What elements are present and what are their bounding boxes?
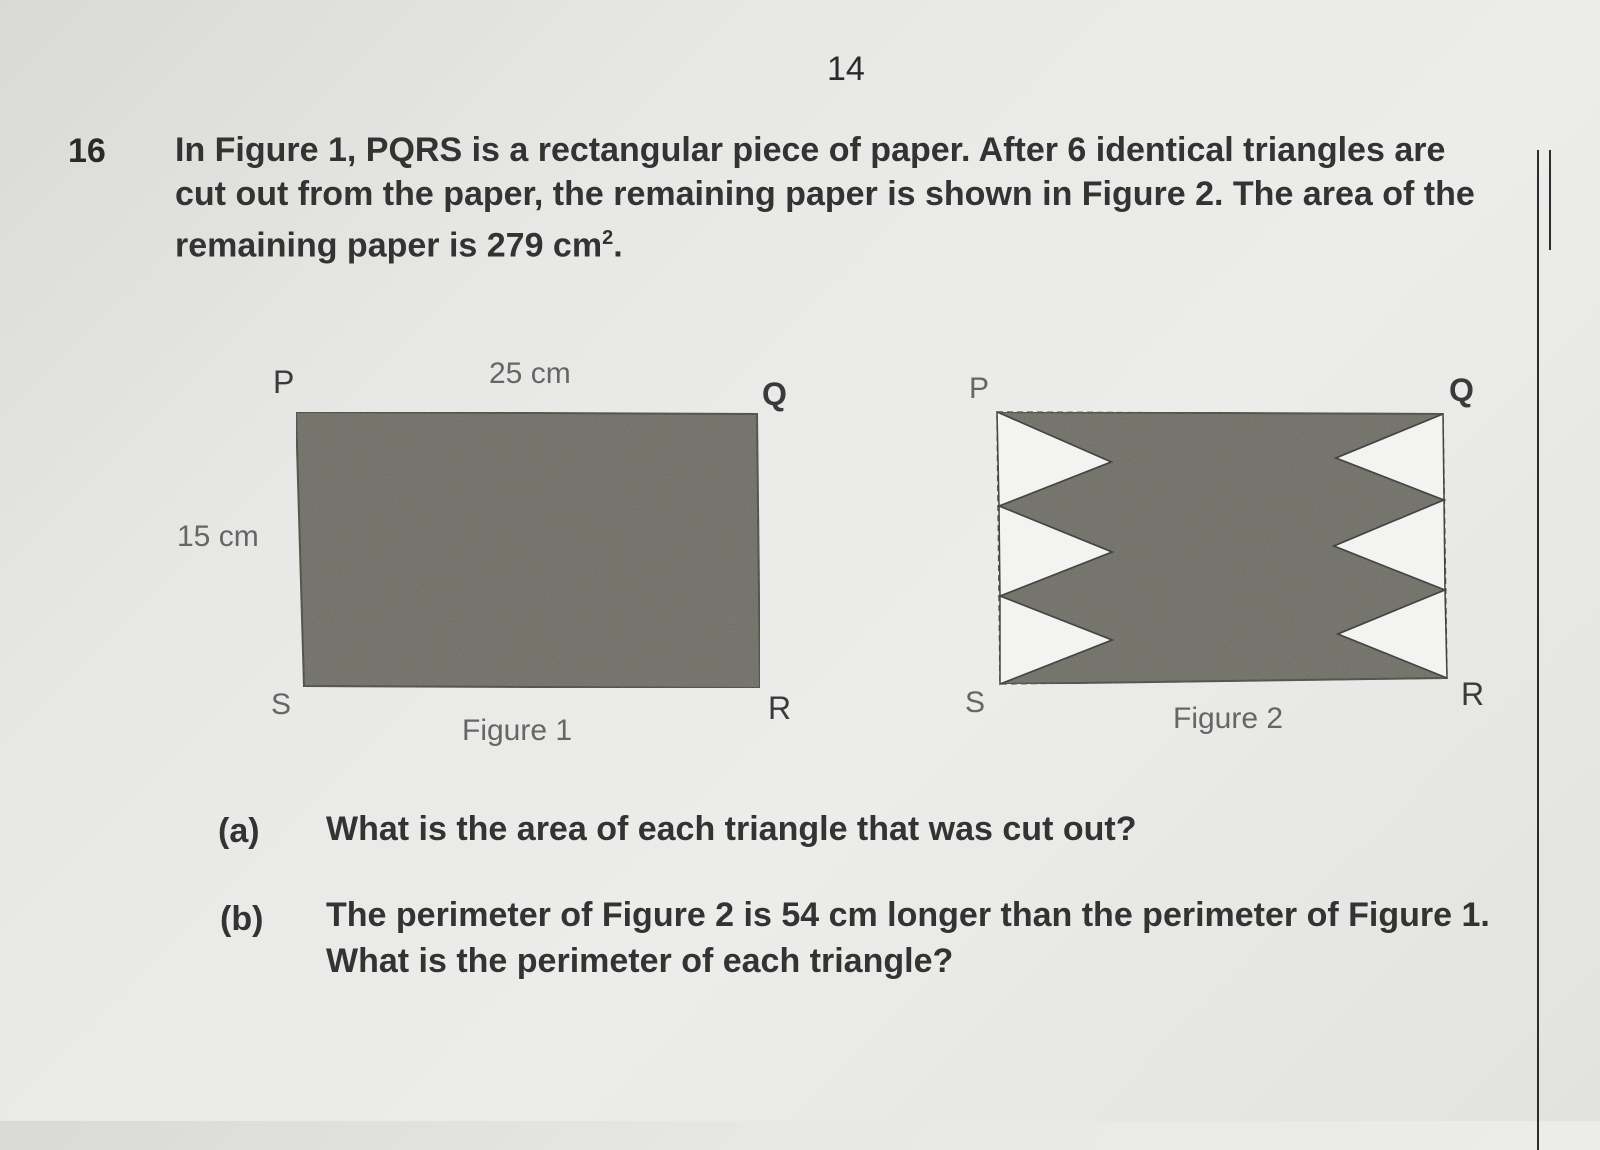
stem-line-2: cut out from the paper, the remaining paper is shown in Figure 2. The area of the	[175, 175, 1475, 213]
stem-line-1: In Figure 1, PQRS is a rectangular piece of paper. After 6 identical triangles are	[175, 131, 1446, 169]
figure2-vertex-q: Q	[1449, 372, 1474, 408]
page-number: 14	[827, 50, 865, 88]
figure1-side-length: 15 cm	[177, 520, 259, 553]
figure1-vertex-r: R	[768, 690, 792, 726]
figure2-vertex-p: P	[969, 372, 990, 405]
figure1-rectangle	[296, 412, 760, 688]
part-a-text	[326, 806, 1136, 852]
margin-rule-secondary	[1549, 150, 1551, 250]
part-a-line-1: What is the area of each triangle that was cut out?	[326, 810, 1137, 848]
part-b-line-2: What is the perimeter of each triangle?	[326, 942, 954, 980]
figure1-vertex-p: P	[273, 364, 295, 400]
figure1-top-length: 25 cm	[489, 357, 571, 390]
part-b-line-1: The perimeter of Figure 2 is 54 cm longer than the perimeter of Figure 1.	[326, 896, 1490, 934]
part-b-label: (b)	[220, 900, 264, 938]
stem-superscript: 2	[602, 227, 614, 249]
figure2-vertex-s: S	[965, 686, 986, 719]
question-number: 16	[68, 132, 106, 170]
figure1-vertex-q: Q	[762, 376, 787, 412]
figure2-vertex-r: R	[1461, 676, 1485, 712]
figure2-caption: Figure 2	[1173, 702, 1284, 735]
stem-end: .	[613, 226, 623, 265]
figure1-caption: Figure 1	[462, 714, 573, 747]
part-a-label: (a)	[218, 812, 260, 850]
margin-rule	[1537, 150, 1539, 1150]
stem-line-3-text: remaining paper is 279 cm	[175, 226, 603, 265]
figure1-vertex-s: S	[271, 688, 292, 721]
part-b-text	[326, 892, 1490, 984]
